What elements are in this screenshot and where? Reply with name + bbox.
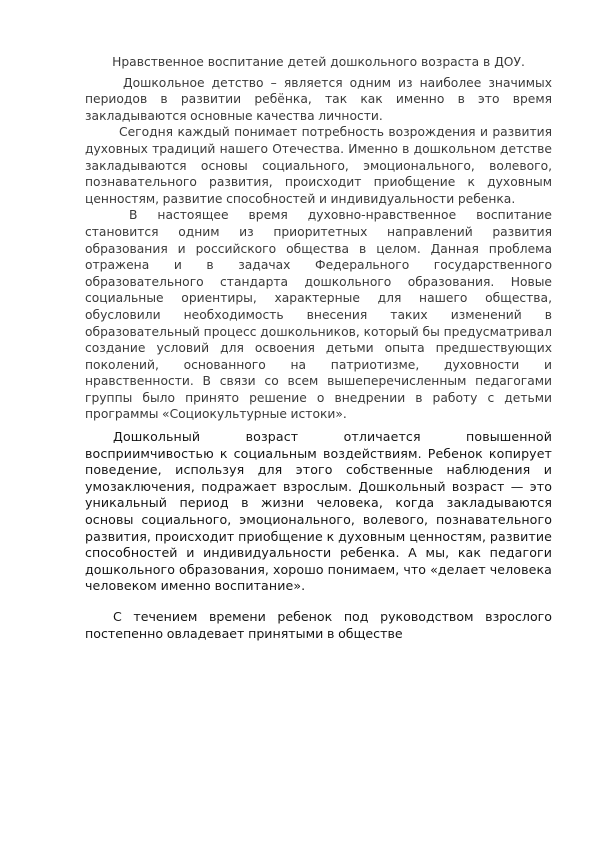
paragraph-1: Дошкольное детство – является одним из наиболее значимых периодов в развитии ребёнка, так как именно в это время закладываются основные качества личности. xyxy=(85,75,552,123)
paragraph-2: Сегодня каждый понимает потребность возрождения и развития духовных традиций нашего Отечества. Именно в дошкольном детстве закладываются основы социального, эмоционального, волевого, познавательного развития, происходит приобщение к духовным ценностям, развитие способностей и индивидуальности ребенка. xyxy=(85,125,552,206)
document-title: Нравственное воспитание детей дошкольного возраста в ДОУ. xyxy=(112,55,525,69)
paragraph-5: С течением времени ребенок под руководством взрослого постепенно овладевает принятыми в обществе xyxy=(85,609,552,641)
paragraph-3: В настоящее время духовно-нравственное воспитание становится одним из приоритетных направлений развития образования и российского общества в целом. Данная проблема отражена и в задачах Федерального государственного образовательного стандарта дошкольного образования. Новые социальные ориентиры, характерные для нашего общества, обусловили необходимость внесения таких изменений в образовательный процесс дошкольников, который бы предусматривал создание условий для освоения детьми опыта предшествующих поколений, основанного на патриотизме, духовности и нравственности. В связи со всем вышеперечисленным педагогами группы было принято решение о внедрении в работу с детьми программы «Социокультурные истоки». xyxy=(85,208,552,422)
paragraph-4: Дошкольный возраст отличается повышенной восприимчивостью к социальным воздействиям. Ребенок копирует поведение, используя для этого собственные наблюдения и умозаключения, подражает взрослым. Дошкольный возраст — это уникальный период в жизни человека, когда закладываются основы социального, эмоционального, волевого, познавательного развития, происходит приобщение к духовным ценностям, развитие способностей и индивидуальности ребенка. А мы, как педагоги дошкольного образования, хорошо понимаем, что «делает человека человеком именно воспитание». xyxy=(85,429,552,594)
